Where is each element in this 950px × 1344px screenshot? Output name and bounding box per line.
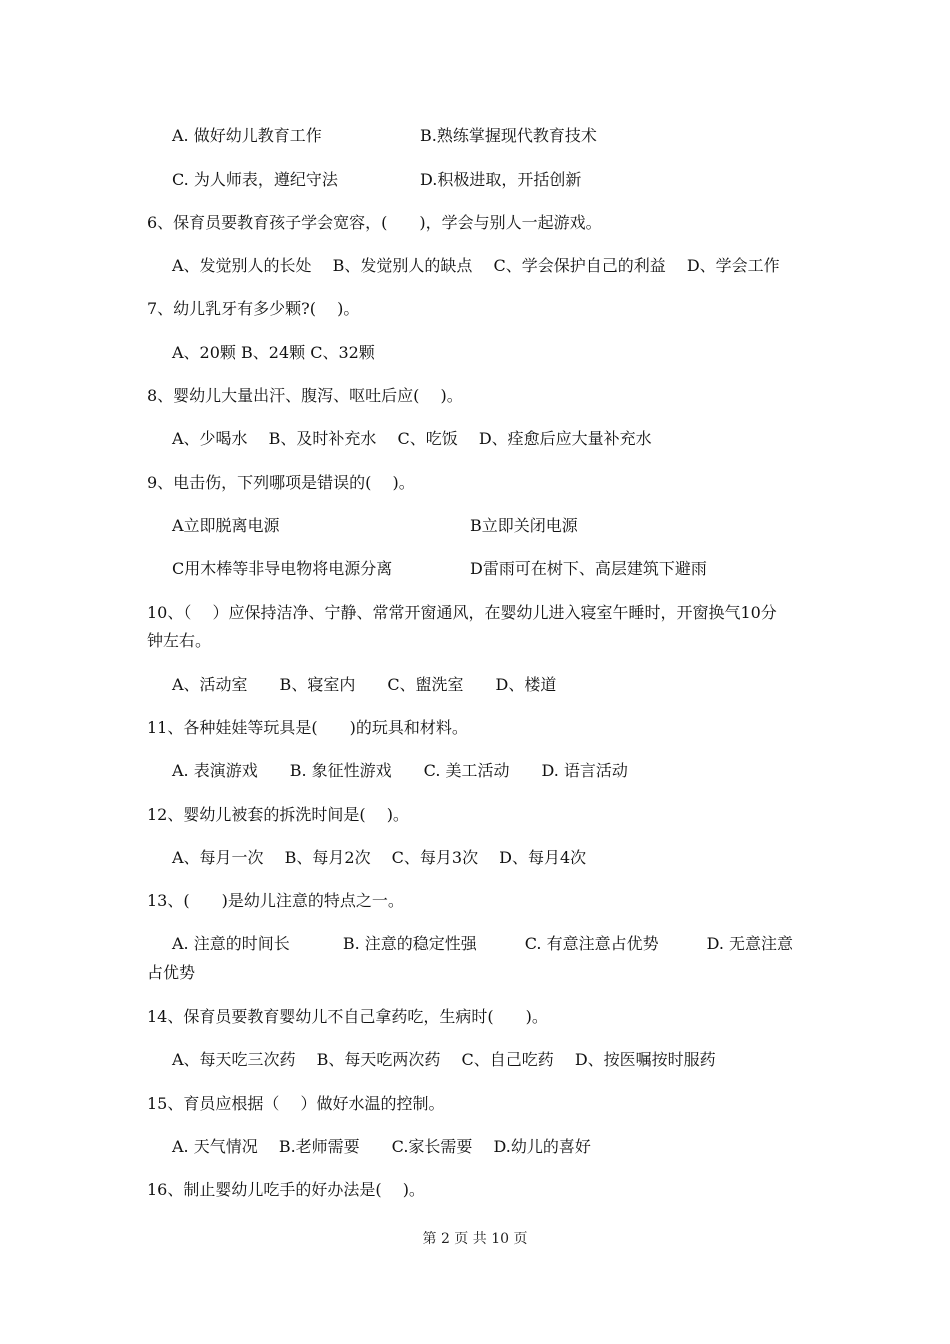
- options-q13: A. 注意的时间长 B. 注意的稳定性强 C. 有意注意占优势 D. 无意注意: [172, 934, 794, 953]
- options-q12: A、每月一次 B、每月2次 C、每月3次 D、每月4次: [172, 848, 587, 867]
- question-15: 15、育员应根据（ ）做好水温的控制。: [147, 1094, 445, 1113]
- options-q8: A、少喝水 B、及时补充水 C、吃饭 D、痊愈后应大量补充水: [172, 429, 652, 448]
- question-14: 14、保育员要教育婴幼儿不自己拿药吃，生病时( )。: [147, 1007, 548, 1026]
- option-c-q5: C. 为人师表，遵纪守法: [172, 170, 338, 189]
- option-c-q9: C用木棒等非导电物将电源分离: [172, 559, 393, 578]
- question-6: 6、保育员要教育孩子学会宽容，( )，学会与别人一起游戏。: [147, 213, 602, 232]
- options-q15: A. 天气情况 B.老师需要 C.家长需要 D.幼儿的喜好: [172, 1137, 591, 1156]
- options-q14: A、每天吃三次药 B、每天吃两次药 C、自己吃药 D、按医嘱按时服药: [172, 1050, 716, 1069]
- question-11: 11、各种娃娃等玩具是( )的玩具和材料。: [147, 718, 468, 737]
- option-a-q9: A立即脱离电源: [172, 516, 280, 535]
- option-d-q9: D雷雨可在树下、高层建筑下避雨: [470, 559, 707, 578]
- question-13: 13、( )是幼儿注意的特点之一。: [147, 891, 404, 910]
- question-10: 10、（ ）应保持洁净、宁静、常常开窗通风，在婴幼儿进入寝室午睡时，开窗换气10分: [147, 603, 777, 622]
- options-q10: A、活动室 B、寝室内 C、盥洗室 D、楼道: [172, 675, 557, 694]
- options-q13-continued: 占优势: [147, 963, 196, 982]
- options-q6: A、发觉别人的长处 B、发觉别人的缺点 C、学会保护自己的利益 D、学会工作: [172, 256, 780, 275]
- question-9: 9、电击伤，下列哪项是错误的( )。: [147, 473, 415, 492]
- option-a-q5: A. 做好幼儿教育工作: [172, 126, 322, 145]
- question-16: 16、制止婴幼儿吃手的好办法是( )。: [147, 1180, 425, 1199]
- question-8: 8、婴幼儿大量出汗、腹泻、呕吐后应( )。: [147, 386, 463, 405]
- options-q11: A. 表演游戏 B. 象征性游戏 C. 美工活动 D. 语言活动: [172, 761, 628, 780]
- question-10-continued: 钟左右。: [147, 631, 212, 650]
- options-q7: A、20颗 B、24颗 C、32颗: [172, 343, 375, 362]
- option-b-q5: B.熟练掌握现代教育技术: [420, 126, 597, 145]
- question-12: 12、婴幼儿被套的拆洗时间是( )。: [147, 805, 409, 824]
- page-footer: 第 2 页 共 10 页: [422, 1231, 528, 1247]
- question-7: 7、幼儿乳牙有多少颗?( )。: [147, 299, 360, 318]
- option-d-q5: D.积极进取，开括创新: [420, 170, 582, 189]
- option-b-q9: B立即关闭电源: [470, 516, 578, 535]
